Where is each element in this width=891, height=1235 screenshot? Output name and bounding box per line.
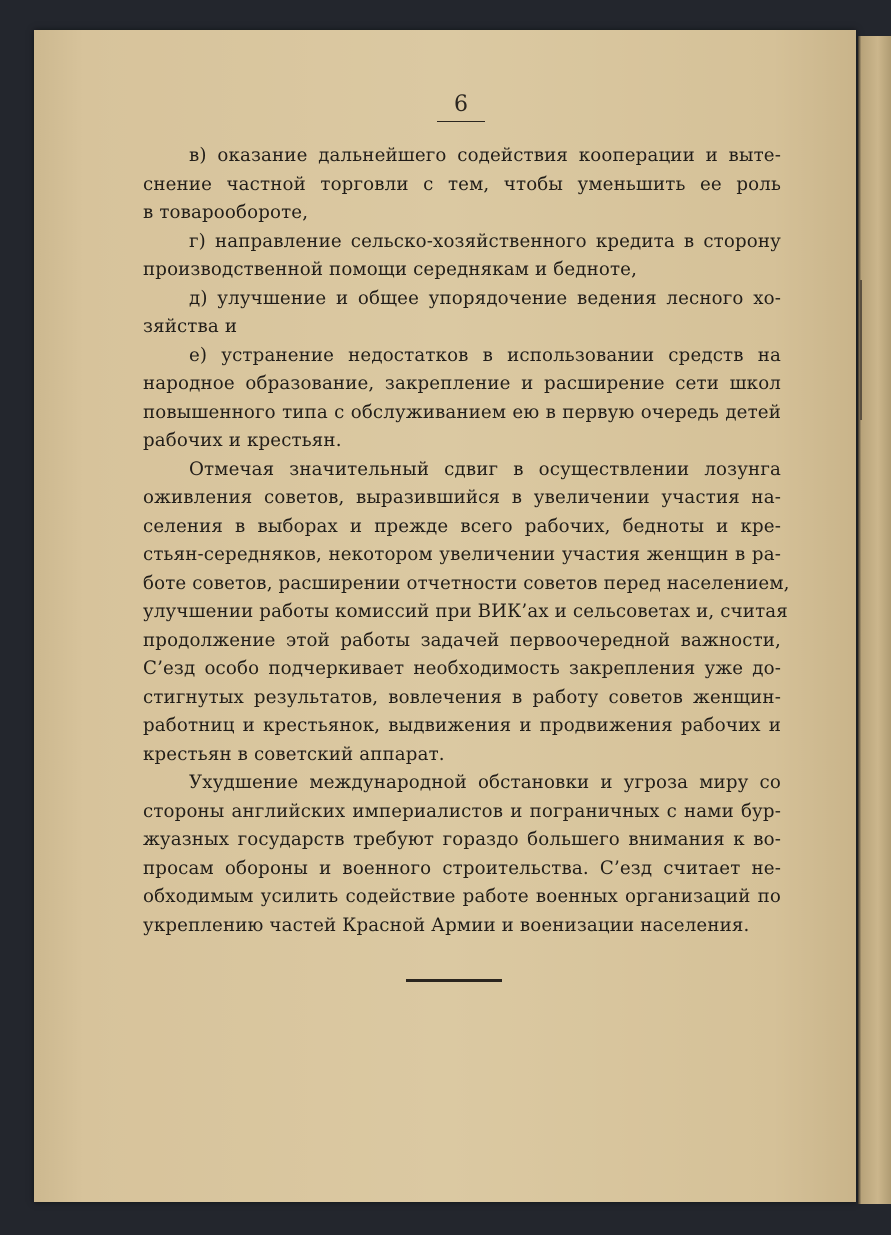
text-line: укреплению частей Красной Армии и военизации населения. <box>143 914 750 936</box>
page-edge <box>858 36 891 1204</box>
text-line: д) улучшение и общее упорядочение ведения лесного хо- <box>189 287 781 309</box>
text-line: оживления советов, выразившийся в увеличении участия на- <box>143 487 781 508</box>
text-line: боте советов, расширении отчетности советов перед населением, <box>143 572 790 594</box>
text-line: в товарообороте, <box>143 202 309 223</box>
text-line: в) оказание дальнейшего содействия кооперации и выте- <box>189 145 781 166</box>
text-line: производственной помощи середнякам и бедноте, <box>143 259 638 280</box>
text-line: крестьян в советский аппарат. <box>143 743 445 765</box>
text-line: продолжение этой работы задачей первоочередной важности, <box>143 629 781 651</box>
text-line: народное образование, закрепление и расширение сети школ <box>143 373 781 394</box>
text-line: стигнутых результатов, вовлечения в работу советов женщин- <box>143 686 781 708</box>
page-number-rule <box>437 121 485 122</box>
text-line: селения в выборах и прежде всего рабочих, бедноты и кре- <box>143 515 781 537</box>
text-line: г) направление сельско-хозяйственного кредита в сторону <box>189 230 781 252</box>
text-line: е) устранение недостатков в использовании средств на <box>189 344 781 366</box>
body-text <box>143 142 790 940</box>
text-line: улучшении работы комиссий при ВИК’ах и сельсоветах и, считая <box>143 601 788 622</box>
end-rule <box>406 979 502 982</box>
text-line: снение частной торговли с тем, чтобы уменьшить ее роль <box>143 173 781 195</box>
text-line: жуазных государств требуют гораздо большего внимания к во- <box>143 829 781 850</box>
text-line: повышенного типа с обслуживанием ею в первую очередь детей <box>143 401 781 423</box>
text-line: зяйства и <box>143 316 238 337</box>
text-line: стороны английских империалистов и пограничных с нами бур- <box>143 800 781 822</box>
text-line: Ухудшение международной обстановки и угроза миру со <box>189 772 781 793</box>
text-line: С’езд особо подчеркивает необходимость закрепления уже до- <box>143 658 781 679</box>
text-line: Отмечая значительный сдвиг в осуществлении лозунга <box>189 458 781 480</box>
text-line: работниц и крестьянок, выдвижения и продвижения рабочих и <box>143 715 781 736</box>
page-number: 6 <box>454 92 468 117</box>
text-line: рабочих и крестьян. <box>143 430 342 451</box>
page-edge-seam <box>860 280 862 420</box>
text-line: стьян-середняков, некотором увеличении участия женщин в ра- <box>143 544 781 565</box>
text-line: просам обороны и военного строительства. С’езд считает не- <box>143 857 781 879</box>
text-line: обходимым усилить содействие работе военных организаций по <box>143 886 781 907</box>
